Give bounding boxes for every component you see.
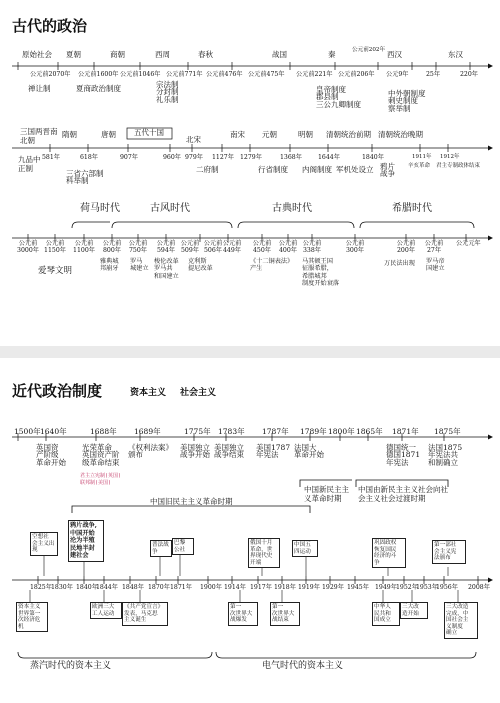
date-label: 公元9年 <box>386 71 409 78</box>
date-label: 1830年 <box>51 584 73 591</box>
date-label: 1783年 <box>218 427 245 436</box>
dynasty-label: 东汉 <box>448 50 463 59</box>
event-note: 法国大 革命开始 <box>294 443 324 460</box>
period-label: 中国由新民主主义社会向社会主义社会过渡时期 <box>358 485 448 503</box>
note-yapian: 鸦片 战争 <box>380 162 395 179</box>
date-label: 1952年 <box>396 584 418 591</box>
note-sansheng: 三省六部制 科举制 <box>66 169 104 186</box>
date-label: 1953年 <box>416 584 438 591</box>
dynasty-label: 原始社会 <box>22 50 52 59</box>
note-jiupin: 九品中正制 <box>18 155 41 173</box>
note-han: 中外朝制度 刺史制度 察举制 <box>388 89 426 113</box>
date-label: 907年 <box>120 154 138 161</box>
era-label: 古典时代 <box>272 203 312 214</box>
dynasty-label: 秦 <box>328 50 336 59</box>
date-label: 1688年 <box>90 427 117 436</box>
date-label: 1945年 <box>347 584 369 591</box>
dynasty-label: 商朝 <box>110 50 125 59</box>
note-chanrang: 禅让制 <box>28 84 51 93</box>
event-box: 俄国十月 革命，世 界现代史 开端 <box>248 538 280 568</box>
dynasty-label: 元朝 <box>262 130 277 139</box>
dynasty-label: 战国 <box>272 50 287 59</box>
date-label: 1949年 <box>375 584 397 591</box>
dynasty-label: 南宋 <box>230 130 245 139</box>
date-label: 1929年 <box>322 584 344 591</box>
dynasty-label: 清朝统治前期 <box>326 130 371 139</box>
date-label: 1840年 <box>362 154 384 161</box>
date-label: 1871年 <box>170 584 192 591</box>
date-label: 公元前27年 <box>424 240 444 255</box>
event-box: 第一部社 会主义宪 法颁布 <box>432 540 466 564</box>
date-label: 公元前1046年 <box>120 71 161 78</box>
event-box: 三大改 造开始 <box>400 602 428 619</box>
date-label: 公元前771年 <box>166 71 203 78</box>
date-label: 1789年 <box>300 427 327 436</box>
date-label: 公元前400年 <box>278 240 298 255</box>
date-label: 1279年 <box>240 154 262 161</box>
event-box: 《共产党宣言》 发表，马克思 主义诞生 <box>122 602 168 626</box>
date-label: 公元前449年 <box>222 240 242 255</box>
date-label: 公元前3000年 <box>17 240 39 255</box>
date-label: 979年 <box>185 154 203 161</box>
date-label: 1775年 <box>184 427 211 436</box>
dynasty-label: 五代十国 <box>134 128 164 137</box>
ancient-title: 古代的政治 <box>12 17 88 35</box>
event-box: 空想社 会主义出 现 <box>30 532 58 556</box>
event-box: 中国五 四运动 <box>292 540 318 557</box>
event-box: 第一 次世界大 战爆发 <box>228 602 258 626</box>
date-label: 1900年 <box>200 584 222 591</box>
date-label: 1844年 <box>96 584 118 591</box>
dynasty-label: 隋朝 <box>62 130 77 139</box>
modern-title: 近代政治制度 <box>12 382 103 400</box>
era-label: 电气时代的资本主义 <box>262 661 344 671</box>
date-label: 1848年 <box>122 584 144 591</box>
date-label: 公元前221年 <box>296 71 333 78</box>
period-label: 中国新民主主义革命时期 <box>304 485 349 503</box>
note-yadian: 雅典城 邦崩牙 <box>100 258 119 273</box>
date-label: 1870年 <box>148 584 170 591</box>
date-label: 1800年 <box>328 427 355 436</box>
note-kelisi: 克利斯 提尼改革 <box>188 258 213 273</box>
date-label: 公元前509年 <box>180 240 200 255</box>
date-label: 1919年 <box>298 584 320 591</box>
event-box: 资本主义 世界第一 次经济危 机 <box>16 602 48 632</box>
date-label: 1956年 <box>436 584 458 591</box>
event-note: 德国统一 德国1871 年宪法 <box>386 443 421 467</box>
section-divider <box>0 346 500 358</box>
event-box: 巴黎 公社 <box>172 538 194 555</box>
date-label: 公元前200年 <box>396 240 416 255</box>
date-label: 公元前206年 <box>338 71 375 78</box>
modern-subtitle: 社会主义 <box>180 388 217 398</box>
era-label: 古风时代 <box>150 203 190 214</box>
note-shier: 《十二铜表法》产生 <box>250 258 291 273</box>
note-junzhu: 君主专制政体结束 <box>436 163 481 169</box>
event-box: 鸦片战争, 中国开始 沦为半殖 民地半封 建社会 <box>68 520 104 562</box>
event-note: 美国1787 年宪法 <box>256 443 291 460</box>
note-wanmin: 万民法出现 <box>384 260 415 267</box>
date-label: 1917年 <box>250 584 272 591</box>
dynasty-label: 夏朝 <box>66 50 81 59</box>
dynasty-label: 清朝统治晚期 <box>378 130 423 139</box>
date-label: 220年 <box>460 71 478 78</box>
date-label: 1644年 <box>318 154 340 161</box>
date-label: 1500年 <box>14 427 41 436</box>
event-box: 第一 次世界大 战结束 <box>270 602 300 626</box>
event-box: 巩固政权 恢复国民 经济的斗 争 <box>372 538 406 568</box>
date-label: 公元前750年 <box>128 240 148 255</box>
dynasty-label: 三国两晋南北朝 <box>20 127 58 145</box>
date-label: 2008年 <box>468 584 490 591</box>
event-note: 美国独立 战争结束 <box>214 443 244 460</box>
date-label: 1127年 <box>212 154 234 161</box>
era-label: 希腊时代 <box>392 203 432 214</box>
date-label: 公元前300年 <box>345 240 365 255</box>
note-xia: 夏商政治制度 <box>76 84 121 93</box>
note-junji: 军机处设立 <box>336 165 374 174</box>
handwritten-note: 君主立宪制(英国) 联邦制(美国) <box>80 473 122 486</box>
dynasty-label: 春秋 <box>198 50 213 59</box>
date-label: 1911年 <box>412 154 432 160</box>
dynasty-label: 西周 <box>155 50 170 59</box>
date-label: 公元前506年 <box>203 240 223 255</box>
event-note: 《权利法案》 颁布 <box>128 443 173 460</box>
note-neige: 内阁制度 <box>302 165 332 174</box>
date-label: 1865年 <box>356 427 383 436</box>
date-label: 1787年 <box>262 427 289 436</box>
date-label: 1875年 <box>434 427 461 436</box>
event-box: 中华人 民共和 国成立 <box>372 602 400 626</box>
date-label: 1918年 <box>274 584 296 591</box>
date-label: 公元前800年 <box>102 240 122 255</box>
dynasty-label: 公元前202年 <box>352 47 386 53</box>
dynasty-label: 明朝 <box>298 130 313 139</box>
date-label: 1871年 <box>392 427 419 436</box>
date-label: 960年 <box>163 154 181 161</box>
date-label: 618年 <box>80 154 98 161</box>
note-solon: 梭伦改革 罗马共 和国建立 <box>154 258 179 280</box>
date-label: 25年 <box>426 71 441 78</box>
date-label: 公元前1100年 <box>73 240 95 255</box>
note-makedun: 马其顿王国 征服希腊， 希腊城邦 制度开始衰落 <box>302 258 340 288</box>
event-note: 法国1875 年宪法共 和制确立 <box>428 443 463 467</box>
note-aiqin: 爱琴文明 <box>38 266 73 276</box>
modern-subtitle: 资本主义 <box>130 388 167 398</box>
date-label: 公元前450年 <box>252 240 272 255</box>
date-label: 1640年 <box>40 427 67 436</box>
note-erfu: 二府制 <box>196 165 219 174</box>
date-label: 公元前476年 <box>206 71 243 78</box>
date-label: 1689年 <box>134 427 161 436</box>
event-note: 光荣革命 英国资产阶 级革命结束 <box>82 443 120 467</box>
note-xinhai: 辛亥革命 <box>408 163 431 169</box>
event-box: 三大改造 完成，中 国社会主 义制度 确立 <box>444 602 478 639</box>
date-label: 1840年 <box>76 584 98 591</box>
era-label: 蒸汽时代的资本主义 <box>30 661 112 671</box>
event-note: 美国独立 战争开始 <box>180 443 210 460</box>
period-label: 中国旧民主主义革命时期 <box>150 497 233 506</box>
note-qin: 皇帝制度 郡县制 三公九卿制度 <box>316 85 361 109</box>
dynasty-label: 北宋 <box>186 135 201 144</box>
date-label: 公元前1600年 <box>78 71 119 78</box>
dynasty-label: 唐朝 <box>101 130 116 139</box>
date-label: 公元前594年 <box>156 240 176 255</box>
event-note: 英国资 产阶级 革命开始 <box>36 443 66 467</box>
date-label: 1912年 <box>440 154 460 160</box>
date-label: 公元元年 <box>456 240 481 247</box>
date-label: 581年 <box>42 154 60 161</box>
date-label: 公元前2070年 <box>30 71 71 78</box>
date-label: 1368年 <box>280 154 302 161</box>
date-label: 1914年 <box>224 584 246 591</box>
date-label: 1825年 <box>30 584 52 591</box>
event-box: 普法战 争 <box>150 540 172 557</box>
dynasty-label: 西汉 <box>387 50 402 59</box>
date-label: 公元前1150年 <box>44 240 66 255</box>
note-xingsheng: 行省制度 <box>258 165 288 174</box>
note-diguo: 罗马帝 国建立 <box>426 258 445 273</box>
note-luoma: 罗马 城建立 <box>130 258 149 273</box>
date-label: 公元前338年 <box>302 240 322 255</box>
date-label: 公元前475年 <box>248 71 285 78</box>
event-box: 欧洲三大 工人运动 <box>90 602 122 619</box>
note-xizhou: 宗法制 分封制 礼乐制 <box>156 80 179 104</box>
era-label: 荷马时代 <box>80 203 120 214</box>
